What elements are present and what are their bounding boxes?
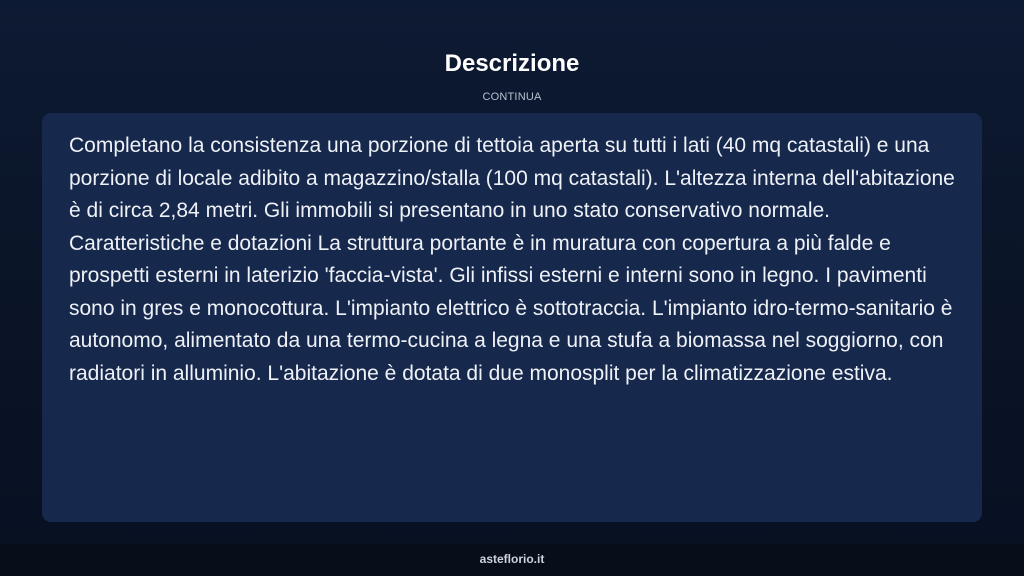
- page-subtitle: CONTINUA: [482, 91, 542, 103]
- description-text: Completano la consistenza una porzione di tettoia aperta su tutti i lati (40 mq catastali) e una porzione di locale adibito a magazzino/stalla (100 mq catastali). L'altezza interna dell'abitazione è di circa 2,84 metri. Gli immobili si presentano in uno stato conservativo normale. Caratteristiche e dotazioni La struttura portante è in muratura con copertura a più falde e prospetti esterni in laterizio 'faccia-vista'. Gli infissi esterni e interni sono in legno. I pavimenti sono in gres e monocottura. L'impianto elettrico è sottotraccia. L'impianto idro-termo-sanitario è autonomo, alimentato da una termo-cucina a legna e una stufa a biomassa nel soggiorno, con radiatori in alluminio. L'abitazione è dotata di due monosplit per la climatizzazione estiva.: [69, 134, 955, 385]
- page-title: Descrizione: [444, 50, 580, 77]
- footer-bar: [0, 544, 1024, 576]
- footer-brand: asteflorio.it: [479, 552, 545, 566]
- description-card: [42, 113, 982, 522]
